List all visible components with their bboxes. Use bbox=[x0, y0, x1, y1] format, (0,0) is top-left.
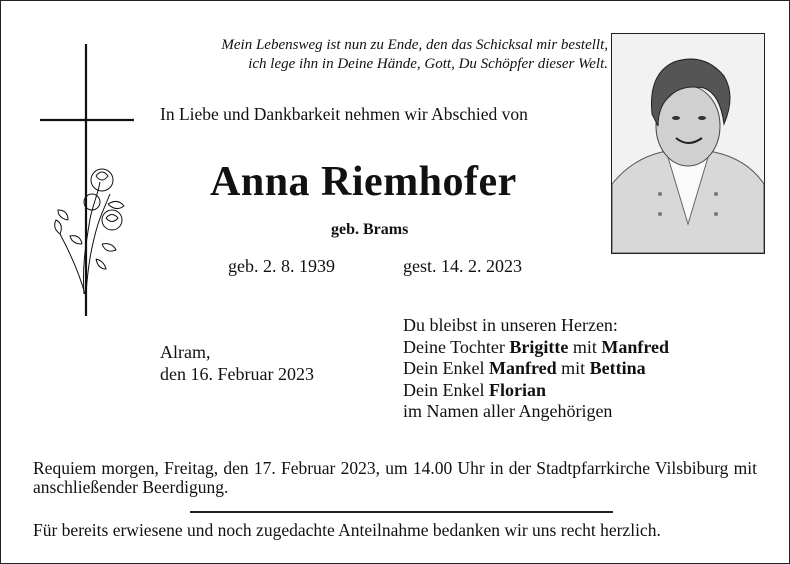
thanks-text: Für bereits erwiesene und noch zugedachte Anteilnahme bedanken wir uns recht herzlich. bbox=[33, 520, 661, 540]
cross-with-roses-icon bbox=[38, 44, 138, 316]
place-date-block bbox=[160, 341, 314, 385]
maiden-name: geb. Brams bbox=[331, 221, 409, 238]
mourner-line-4: im Namen aller Angehörigen bbox=[403, 401, 613, 421]
mourners-block bbox=[403, 315, 669, 423]
requiem-text: Requiem morgen, Freitag, den 17. Februar 2023, um 14.00 Uhr in der Stadtpfarrkirche Vilsbiburg mit anschließender Beerdigung. bbox=[33, 458, 757, 497]
divider-line bbox=[190, 511, 613, 513]
intro-text: In Liebe und Dankbarkeit nehmen wir Abschied von bbox=[160, 104, 528, 124]
death-date: gest. 14. 2. 2023 bbox=[403, 256, 522, 276]
place-line-2: den 16. Februar 2023 bbox=[160, 364, 314, 384]
mourner-line-1: Deine Tochter Brigitte mit Manfred bbox=[403, 336, 670, 357]
mourner-line-2: Dein Enkel Manfred mit Bettina bbox=[403, 358, 646, 378]
birth-date: geb. 2. 8. 1939 bbox=[228, 256, 335, 276]
verse-line-2: ich lege ihn in Deine Hände, Gott, Du Schöpfer dieser Welt. bbox=[248, 56, 608, 72]
portrait-photo bbox=[611, 33, 765, 254]
mourners-heading: Du bleibst in unseren Herzen: bbox=[403, 315, 618, 335]
mourner-line-3: Dein Enkel Florian bbox=[403, 379, 546, 400]
verse-line-1: Mein Lebensweg ist nun zu Ende, den das Schicksal mir bestellt, bbox=[221, 37, 608, 53]
place-line-1: Alram, bbox=[160, 342, 211, 362]
deceased-name: Anna Riemhofer bbox=[210, 159, 517, 205]
